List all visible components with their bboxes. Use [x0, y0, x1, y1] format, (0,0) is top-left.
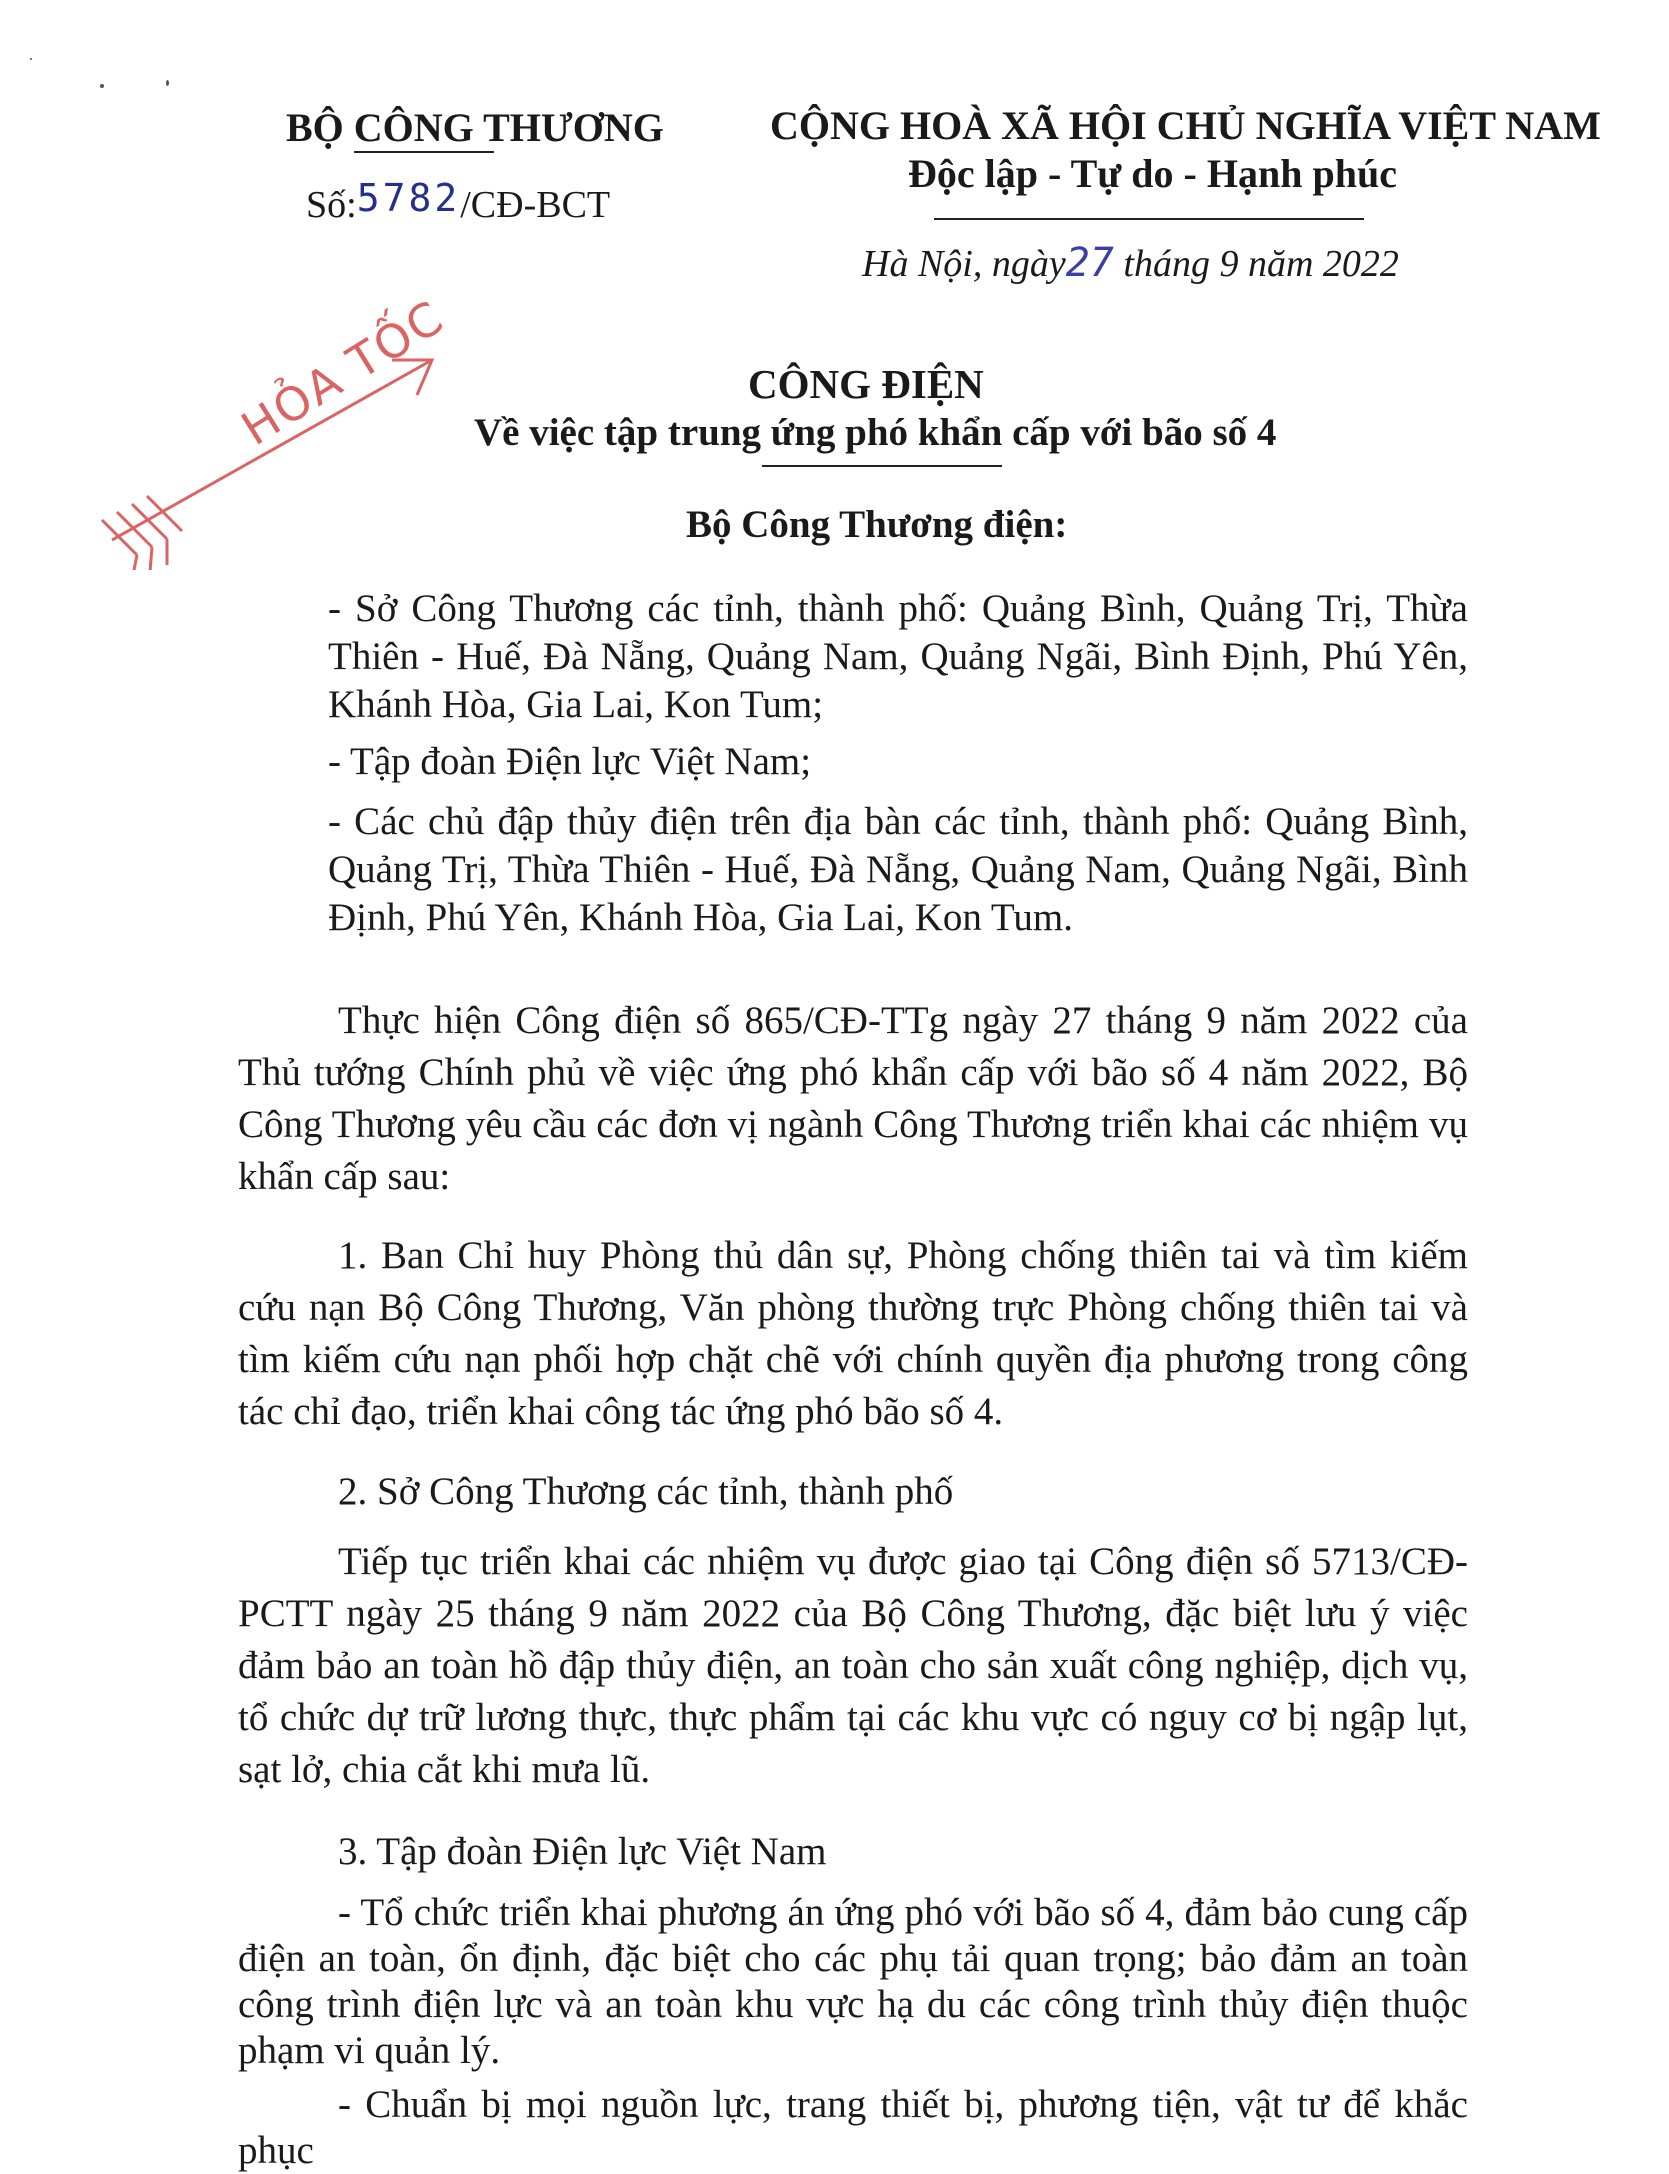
recipient-item: - Tập đoàn Điện lực Việt Nam; — [328, 740, 812, 783]
issuing-organization: BỘ CÔNG THƯƠNG — [286, 105, 664, 150]
scan-speck — [166, 80, 169, 86]
date-prefix: Hà Nội, ngày — [862, 243, 1066, 285]
task-item-3-heading: 3. Tập đoàn Điện lực Việt Nam — [338, 1830, 827, 1873]
sender-line: Bộ Công Thương điện: — [686, 503, 1068, 546]
body-intro-paragraph: Thực hiện Công điện số 865/CĐ-TTg ngày 27 tháng 9 năm 2022 của Thủ tướng Chính phủ về việc ứng phó khẩn cấp với bão số 4 năm 2022, Bộ Công Thương yêu cầu các đơn vị ngành Công Thương triển khai các nhiệm vụ khẩn cấp sau: — [238, 999, 1468, 1198]
national-motto: Độc lập - Tự do - Hạnh phúc — [908, 151, 1397, 196]
doc-number-prefix: Số: — [306, 184, 357, 226]
date-suffix: tháng 9 năm 2022 — [1123, 243, 1399, 285]
urgent-stamp-text: HỎA TỐC — [232, 289, 454, 456]
national-title: CỘNG HOÀ XÃ HỘI CHỦ NGHĨA VIỆT NAM — [770, 103, 1601, 148]
recipient-item: - Sở Công Thương các tỉnh, thành phố: Quảng Bình, Quảng Trị, Thừa Thiên - Huế, Đà Nẵng, Quảng Nam, Quảng Ngãi, Bình Định, Phú Yên, Khánh Hòa, Gia Lai, Kon Tum; — [328, 587, 1468, 726]
urgent-arrow-icon — [92, 340, 462, 570]
motto-underline — [934, 218, 1364, 220]
task-item-3-point: - Chuẩn bị mọi nguồn lực, trang thiết bị, phương tiện, vật tư để khắc phục — [238, 2083, 1468, 2172]
document-subject: Về việc tập trung ứng phó khẩn cấp với bão số 4 — [474, 411, 1277, 454]
doc-number-suffix: /CĐ-BCT — [460, 184, 611, 226]
place-and-date — [862, 240, 1399, 286]
document-number — [306, 176, 611, 227]
task-item-2-body: Tiếp tục triển khai các nhiệm vụ được giao tại Công điện số 5713/CĐ-PCTT ngày 25 tháng 9 năm 2022 của Bộ Công Thương, đặc biệt lưu ý việc đảm bảo an toàn hồ đập thủy điện, an toàn cho sản xuất công nghiệp, dịch vụ, tổ chức dự trữ lương thực, thực phẩm tại các khu vực có nguy cơ bị ngập lụt, sạt lở, chia cắt khi mưa lũ. — [238, 1540, 1468, 1791]
task-item-3-point: - Tổ chức triển khai phương án ứng phó với bão số 4, đảm bảo cung cấp điện an toàn, ổn định, đặc biệt cho các phụ tải quan trọng; bảo đảm an toàn công trình điện lực và an toàn khu vực hạ du các công trình thủy điện thuộc phạm vi quản lý. — [238, 1891, 1468, 2072]
date-day-handwritten: 27 — [1065, 240, 1114, 286]
task-item-2-heading: 2. Sở Công Thương các tỉnh, thành phố — [338, 1470, 954, 1513]
task-item-1: 1. Ban Chỉ huy Phòng thủ dân sự, Phòng chống thiên tai và tìm kiếm cứu nạn Bộ Công Thương, Văn phòng thường trực Phòng chống thiên tai và tìm kiếm cứu nạn phối hợp chặt chẽ với chính quyền địa phương trong công tác chỉ đạo, triển khai công tác ứng phó bão số 4. — [238, 1234, 1468, 1433]
subject-underline — [762, 465, 1002, 467]
document-type: CÔNG ĐIỆN — [748, 361, 984, 407]
scan-speck — [30, 58, 32, 60]
urgent-stamp — [92, 289, 462, 570]
scan-speck — [100, 84, 104, 88]
doc-number-handwritten: 5782 — [356, 176, 461, 220]
recipient-item: - Các chủ đập thủy điện trên địa bàn các tỉnh, thành phố: Quảng Bình, Quảng Trị, Thừa Thiên - Huế, Đà Nẵng, Quảng Nam, Quảng Ngãi, Bình Định, Phú Yên, Khánh Hòa, Gia Lai, Kon Tum. — [328, 800, 1468, 939]
org-underline — [354, 151, 494, 153]
